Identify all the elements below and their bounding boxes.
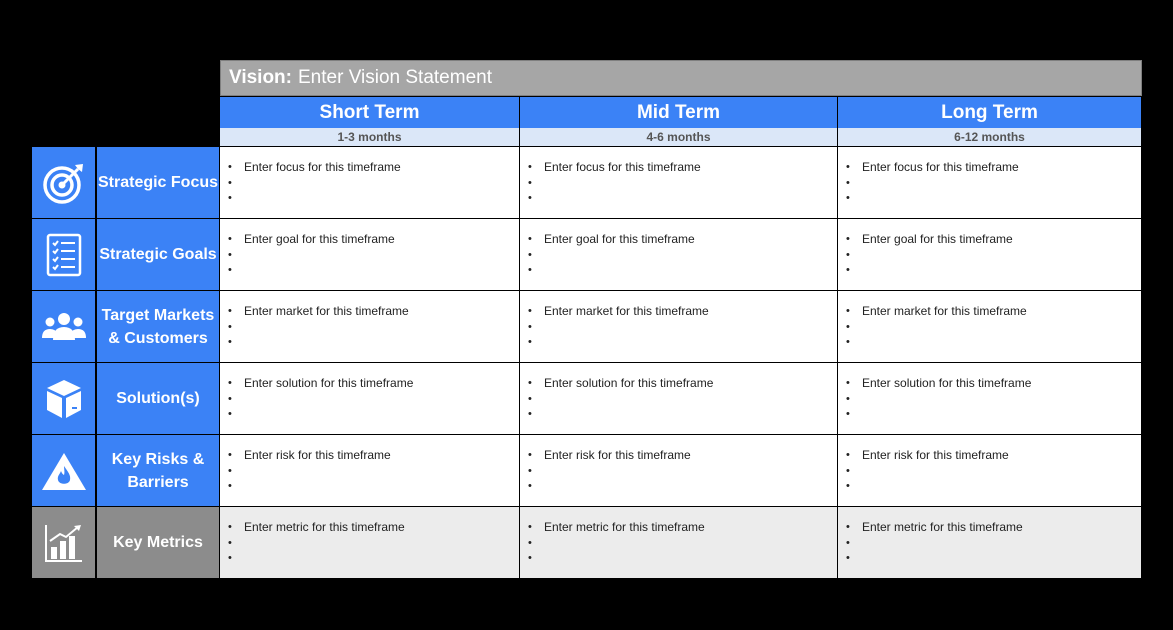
bullet-list <box>846 160 1141 207</box>
bullet-item[interactable] <box>846 551 1141 567</box>
bullet-item[interactable] <box>228 551 519 567</box>
bullet-list <box>228 232 519 279</box>
bullet-list <box>528 448 837 495</box>
bullet-item[interactable]: • Enter risk for this timeframe <box>846 448 1141 464</box>
checklist-icon <box>45 232 83 278</box>
column-header-mid-term: Mid Term <box>520 97 837 128</box>
box-icon <box>44 377 84 421</box>
bullet-item[interactable] <box>228 407 519 423</box>
bullet-item[interactable] <box>528 536 837 552</box>
bullet-item[interactable] <box>228 392 519 408</box>
people-icon <box>40 311 88 343</box>
row-label-strategic-focus: Strategic Focus <box>97 147 219 218</box>
bullet-list <box>228 304 519 351</box>
bullet-list <box>846 448 1141 495</box>
timeframe-cell[interactable] <box>838 363 1141 434</box>
bullet-list <box>528 304 837 351</box>
bullet-item[interactable] <box>228 479 519 495</box>
bullet-item[interactable] <box>228 464 519 480</box>
bullet-item[interactable]: • Enter market for this timeframe <box>528 304 837 320</box>
bullet-item[interactable] <box>846 479 1141 495</box>
bullet-list <box>846 520 1141 567</box>
timeframe-cell[interactable] <box>520 291 837 362</box>
bullet-item[interactable]: • Enter solution for this timeframe <box>228 376 519 392</box>
bullet-item[interactable]: • Enter market for this timeframe <box>228 304 519 320</box>
bullet-item[interactable] <box>228 320 519 336</box>
row-icon-cell <box>32 147 95 218</box>
bullet-item[interactable] <box>846 335 1141 351</box>
bullet-item[interactable]: • Enter goal for this timeframe <box>528 232 837 248</box>
bullet-item[interactable] <box>528 320 837 336</box>
bullet-list <box>228 448 519 495</box>
bullet-list <box>846 232 1141 279</box>
timeframe-cell[interactable] <box>520 363 837 434</box>
bullet-item[interactable] <box>528 191 837 207</box>
bullet-list <box>528 376 837 423</box>
vision-statement[interactable]: Enter Vision Statement <box>298 67 492 88</box>
bullet-item[interactable]: • Enter metric for this timeframe <box>228 520 519 536</box>
bullet-list <box>846 304 1141 351</box>
row-icon-cell <box>32 363 95 434</box>
bullet-item[interactable] <box>846 407 1141 423</box>
bullet-item[interactable]: • Enter risk for this timeframe <box>228 448 519 464</box>
bullet-item[interactable] <box>846 191 1141 207</box>
column-range-short-term: 1-3 months <box>220 128 519 146</box>
bullet-list <box>528 160 837 207</box>
bullet-item[interactable]: • Enter solution for this timeframe <box>846 376 1141 392</box>
timeframe-cell[interactable] <box>520 435 837 506</box>
bullet-item[interactable] <box>846 176 1141 192</box>
column-header-short-term: Short Term <box>220 97 519 128</box>
row-icon-cell <box>32 435 95 506</box>
timeframe-cell[interactable] <box>520 147 837 218</box>
timeframe-cell[interactable] <box>220 291 519 362</box>
timeframe-cell[interactable] <box>520 507 837 578</box>
bullet-list <box>846 376 1141 423</box>
bullet-list <box>528 520 837 567</box>
bullet-item[interactable] <box>528 392 837 408</box>
bullet-list <box>528 232 837 279</box>
bullet-item[interactable] <box>846 263 1141 279</box>
bullet-list <box>228 160 519 207</box>
timeframe-cell[interactable] <box>220 147 519 218</box>
timeframe-cell[interactable] <box>838 507 1141 578</box>
bullet-item[interactable] <box>846 536 1141 552</box>
bullet-item[interactable] <box>228 176 519 192</box>
bullet-item[interactable]: • Enter metric for this timeframe <box>846 520 1141 536</box>
row-icon-cell <box>32 291 95 362</box>
vision-label: Vision: <box>229 67 292 88</box>
timeframe-cell[interactable] <box>220 507 519 578</box>
column-header-long-term: Long Term <box>838 97 1141 128</box>
bullet-item[interactable]: • Enter focus for this timeframe <box>846 160 1141 176</box>
bullet-item[interactable] <box>528 407 837 423</box>
bullet-item[interactable] <box>846 392 1141 408</box>
row-icon-cell <box>32 507 95 578</box>
vision-bar[interactable] <box>220 60 1142 96</box>
bullet-item[interactable]: • Enter market for this timeframe <box>846 304 1141 320</box>
bullet-item[interactable] <box>228 191 519 207</box>
row-label-target-markets: Target Markets & Customers <box>97 291 219 362</box>
bar-chart-icon <box>44 523 84 563</box>
bullet-item[interactable]: • Enter focus for this timeframe <box>228 160 519 176</box>
row-label-solutions: Solution(s) <box>97 363 219 434</box>
bullet-item[interactable]: • Enter risk for this timeframe <box>528 448 837 464</box>
timeframe-cell[interactable] <box>220 219 519 290</box>
bullet-item[interactable] <box>528 551 837 567</box>
bullet-item[interactable]: • Enter focus for this timeframe <box>528 160 837 176</box>
bullet-item[interactable] <box>528 335 837 351</box>
column-range-mid-term: 4-6 months <box>520 128 837 146</box>
timeframe-cell[interactable] <box>838 147 1141 218</box>
bullet-item[interactable] <box>846 464 1141 480</box>
bullet-item[interactable] <box>228 536 519 552</box>
bullet-item[interactable] <box>228 335 519 351</box>
target-icon <box>42 161 86 205</box>
bullet-item[interactable] <box>528 248 837 264</box>
timeframe-cell[interactable] <box>520 219 837 290</box>
bullet-list <box>228 376 519 423</box>
timeframe-cell[interactable] <box>838 435 1141 506</box>
timeframe-cell[interactable] <box>838 219 1141 290</box>
timeframe-cell[interactable] <box>220 435 519 506</box>
bullet-item[interactable]: • Enter goal for this timeframe <box>846 232 1141 248</box>
bullet-item[interactable] <box>528 479 837 495</box>
bullet-item[interactable]: • Enter metric for this timeframe <box>528 520 837 536</box>
warning-fire-icon <box>40 450 88 492</box>
row-label-key-risks: Key Risks & Barriers <box>97 435 219 506</box>
bullet-item[interactable] <box>228 263 519 279</box>
bullet-item[interactable]: • Enter goal for this timeframe <box>228 232 519 248</box>
row-label-strategic-goals: Strategic Goals <box>97 219 219 290</box>
row-label-key-metrics: Key Metrics <box>97 507 219 578</box>
bullet-item[interactable] <box>528 263 837 279</box>
timeframe-cell[interactable] <box>220 363 519 434</box>
bullet-item[interactable]: • Enter solution for this timeframe <box>528 376 837 392</box>
row-icon-cell <box>32 219 95 290</box>
bullet-item[interactable] <box>528 176 837 192</box>
bullet-list <box>228 520 519 567</box>
bullet-item[interactable] <box>846 320 1141 336</box>
bullet-item[interactable] <box>846 248 1141 264</box>
column-range-long-term: 6-12 months <box>838 128 1141 146</box>
bullet-item[interactable] <box>528 464 837 480</box>
bullet-item[interactable] <box>228 248 519 264</box>
timeframe-cell[interactable] <box>838 291 1141 362</box>
